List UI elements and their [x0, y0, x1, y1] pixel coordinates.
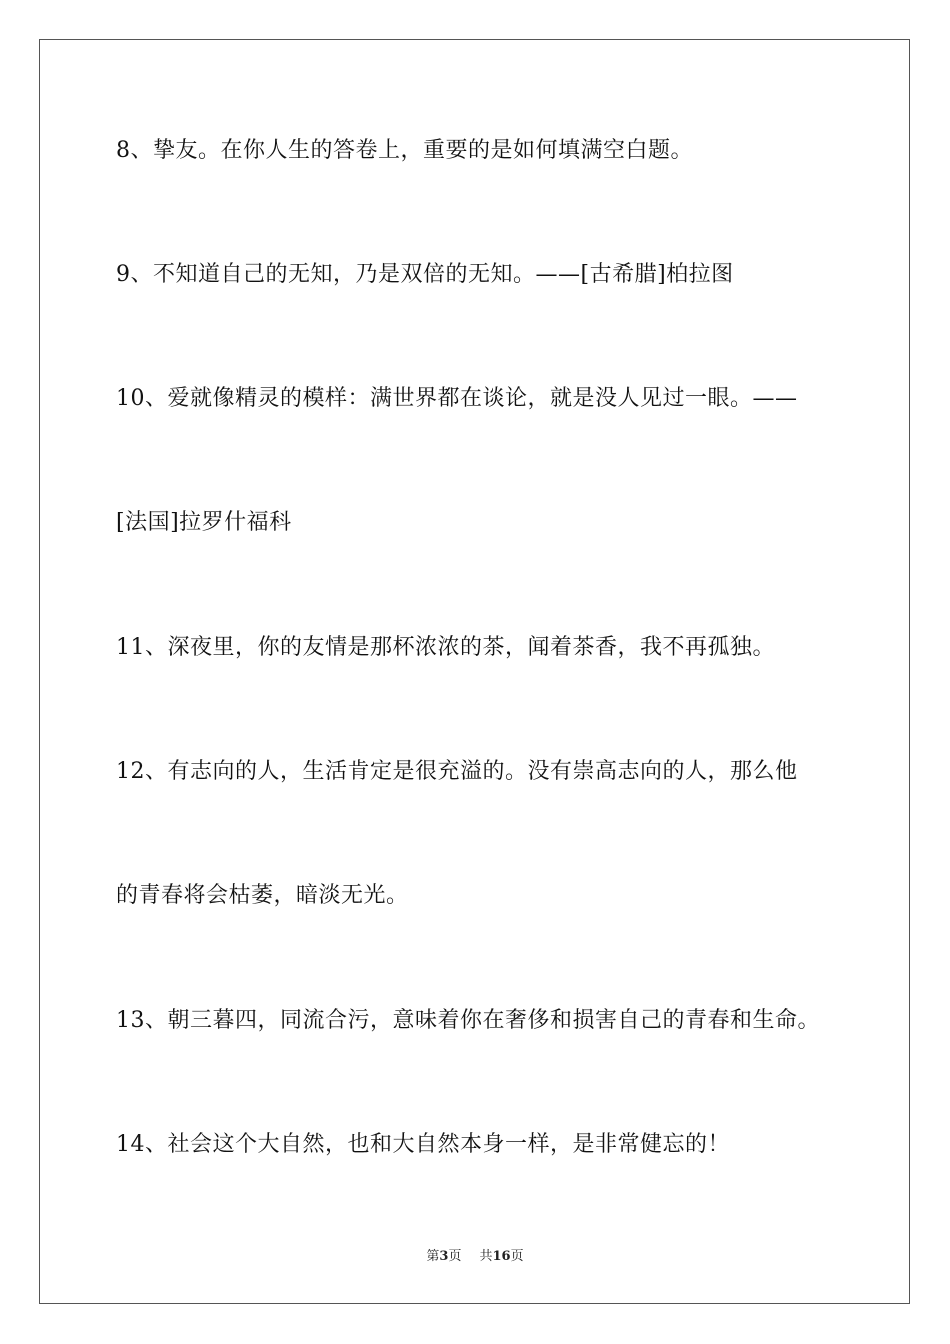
text-line-10-cont: [法国]拉罗什福科	[116, 510, 292, 535]
page-footer	[0, 1249, 950, 1265]
total-prefix: 共	[479, 1249, 493, 1264]
total-pages: 16	[492, 1249, 511, 1264]
total-suffix: 页	[510, 1249, 524, 1264]
page-number: 3	[439, 1249, 449, 1264]
text-line-9: 9、不知道自己的无知，乃是双倍的无知。——[古希腊]柏拉图	[116, 262, 734, 287]
page-suffix: 页	[448, 1249, 462, 1264]
text-line-14: 14、社会这个大自然，也和大自然本身一样，是非常健忘的！	[116, 1132, 730, 1157]
text-line-12: 12、有志向的人，生活肯定是很充溢的。没有崇高志向的人，那么他	[116, 759, 798, 784]
text-line-10: 10、爱就像精灵的模样：满世界都在谈论，就是没人见过一眼。——	[116, 386, 798, 411]
page-prefix: 第	[426, 1249, 440, 1264]
text-line-12-cont: 的青春将会枯萎，暗淡无光。	[116, 883, 409, 908]
text-line-13: 13、朝三暮四，同流合污，意味着你在奢侈和损害自己的青春和生命。	[116, 1008, 820, 1033]
text-line-11: 11、深夜里，你的友情是那杯浓浓的茶，闻着茶香，我不再孤独。	[116, 635, 775, 660]
text-line-8: 8、挚友。在你人生的答卷上，重要的是如何填满空白题。	[116, 138, 693, 163]
page-border	[39, 39, 910, 1304]
